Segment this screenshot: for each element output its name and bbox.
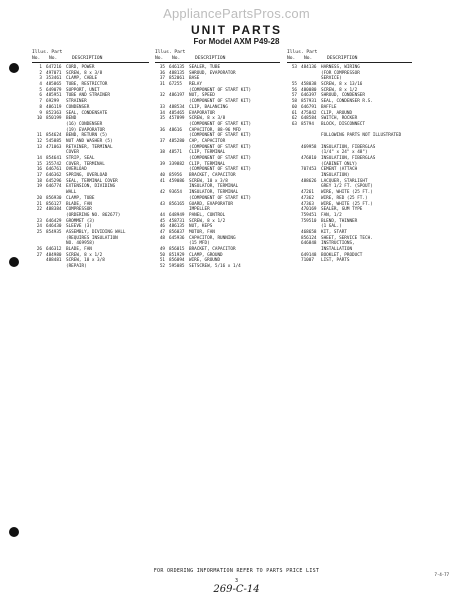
part-number: 646430 xyxy=(46,224,62,230)
part-number: 856165 xyxy=(169,201,185,207)
illus-number: 53 xyxy=(291,65,297,70)
part-description: BLOCK, DISCONNECT xyxy=(321,121,365,127)
part-description: LACQUER, STARLIGHT xyxy=(321,178,368,184)
illus-number: 58 xyxy=(291,99,297,105)
illus-number: 47 xyxy=(159,229,165,235)
illus-number: 38 xyxy=(159,150,165,156)
illus-number: 16 xyxy=(36,167,42,173)
part-number: 47261 xyxy=(301,190,314,196)
part-description: TUBE, RESTRICTOR xyxy=(66,82,108,88)
table-row xyxy=(32,264,149,270)
part-description: (REQUIRES INSULATION xyxy=(66,235,118,241)
illus-number: 31 xyxy=(159,82,165,88)
illus-number: 22 xyxy=(36,207,42,213)
part-description: SPRING, OVERLOAD xyxy=(66,173,108,179)
part-description: STRAINER xyxy=(66,99,87,105)
part-number: 646848 xyxy=(301,241,317,247)
part-description: SEALER, TUBE xyxy=(189,65,221,70)
part-number: 648584 xyxy=(301,116,317,122)
part-number: 85794 xyxy=(301,121,314,127)
part-description: NO. 469958) xyxy=(66,241,95,247)
part-description: CLIP, TERMINAL xyxy=(189,150,226,156)
part-number: 69299 xyxy=(46,99,59,105)
part-number: 48616 xyxy=(169,127,182,133)
part-number: 486135 xyxy=(169,224,185,230)
illus-number: 7 xyxy=(39,99,42,105)
part-description: CLIP, BALANCING xyxy=(189,104,228,110)
part-description: INSULATOR, TERMINAL xyxy=(189,190,239,196)
part-description: CONDENSER xyxy=(66,104,90,110)
part-number: 484136 xyxy=(301,65,317,70)
header-part-no: No. xyxy=(172,56,181,61)
part-description: SUPPORT, UNIT xyxy=(66,87,100,93)
part-number: 759510 xyxy=(301,218,317,224)
header-part-no: No. xyxy=(49,56,58,61)
illus-number: 17 xyxy=(36,173,42,179)
illus-number: 37 xyxy=(159,76,165,82)
part-description: BLADE, FAN xyxy=(66,201,92,207)
part-description: GROMMET (3) xyxy=(66,218,95,224)
illus-number: 3 xyxy=(39,76,42,82)
part-number: 488384 xyxy=(46,207,62,213)
illus-number: 60 xyxy=(291,104,297,110)
parts-rows xyxy=(287,63,412,270)
part-number: 854935 xyxy=(46,229,62,235)
binder-hole-bottom xyxy=(9,527,19,537)
part-description: BASE xyxy=(189,76,200,82)
part-number: 485865 xyxy=(46,82,62,88)
part-number: 488481 xyxy=(46,258,62,264)
header-description: DESCRIPTION xyxy=(327,56,358,61)
part-number: 646362 xyxy=(46,173,62,179)
part-description: (16) CONDENSER xyxy=(66,121,103,127)
part-number: 485280 xyxy=(169,138,185,144)
illus-number: 33 xyxy=(159,104,165,110)
part-description: RETAINER, TERMINAL xyxy=(66,144,113,150)
part-description: (CABINET ONLY) xyxy=(321,161,358,167)
part-description: SEAL, CONDENSATE xyxy=(66,110,108,116)
part-number: 647216 xyxy=(46,65,62,70)
illus-number: 55 xyxy=(291,82,297,88)
part-description: SHEET, SERVICE TECH. xyxy=(321,235,373,241)
part-number: 85956 xyxy=(169,173,182,179)
header-description: DESCRIPTION xyxy=(195,56,226,61)
illus-number: 19 xyxy=(36,184,42,190)
part-number: 649148 xyxy=(301,252,317,258)
part-number: 759451 xyxy=(301,212,317,218)
part-description: STRIP, SEAL xyxy=(66,156,95,161)
parts-column-1 xyxy=(32,50,149,270)
part-number: 595085 xyxy=(169,264,185,270)
part-description: (1 GAL.) xyxy=(321,224,342,230)
part-description: (15 MFD) xyxy=(189,241,210,247)
parts-column-3 xyxy=(287,50,412,270)
illus-number: 49 xyxy=(159,247,165,252)
illus-number: 52 xyxy=(159,264,165,270)
illus-number: 11 xyxy=(36,133,42,139)
part-description: KIT, START xyxy=(321,229,347,235)
illus-number: 27 xyxy=(36,252,42,258)
part-description: CLIP, AROUND xyxy=(321,110,353,116)
part-description: BRACKET, CAPACITOR xyxy=(189,247,236,252)
illus-number: 63 xyxy=(291,121,297,127)
part-number: 458038 xyxy=(301,82,317,88)
part-number: 856094 xyxy=(169,258,185,264)
part-number: 488534 xyxy=(169,104,185,110)
illus-number: 56 xyxy=(291,87,297,93)
part-number: 648949 xyxy=(169,212,185,218)
part-description: CEMENT (ATTACH xyxy=(321,167,358,173)
illus-number: 4 xyxy=(39,82,42,88)
part-number: 471063 xyxy=(46,144,62,150)
column-header xyxy=(155,50,280,63)
table-row xyxy=(287,264,412,270)
part-description: BEND xyxy=(66,116,77,122)
part-number: 646761 xyxy=(46,167,62,173)
part-description: SCREW, 8 x 13/16 xyxy=(321,82,363,88)
part-number: 469958 xyxy=(301,144,317,150)
part-number: 486197 xyxy=(169,93,185,99)
part-description: CLAMP, GROUND xyxy=(189,252,223,258)
part-description: WIRE, WHITE (25 FT.) xyxy=(321,190,373,196)
watermark: AppliancePartsPros.com xyxy=(163,6,310,21)
part-description: (COMPONENT OF START KIT) xyxy=(189,99,252,105)
part-description: CAPACITOR, 88-96 MFD xyxy=(189,127,241,133)
part-description: SCREW, 10 x 3/8 xyxy=(189,178,228,184)
part-number: 857931 xyxy=(301,99,317,105)
part-description: (REPAIR) xyxy=(66,264,87,270)
illus-number: 6 xyxy=(39,93,42,99)
part-number: 67255 xyxy=(169,82,182,88)
illus-number: 42 xyxy=(159,190,165,196)
part-number: 485465 xyxy=(169,110,185,116)
binder-hole-top xyxy=(9,63,19,73)
part-description: COMPRESSOR xyxy=(66,207,92,213)
part-description: SCREW, 8 x 3/8 xyxy=(189,116,226,122)
part-number: 488135 xyxy=(169,70,185,76)
illus-number: 2 xyxy=(39,70,42,76)
parts-rows xyxy=(32,63,149,270)
part-description: IMPELLER xyxy=(189,207,210,213)
part-number: 852363 xyxy=(46,110,62,116)
part-description: (COMPONENT OF START KIT) xyxy=(189,156,252,161)
part-description: WIRE, WHITE (25 FT.) xyxy=(321,201,373,207)
part-number: 339882 xyxy=(169,161,185,167)
part-number: 353461 xyxy=(46,76,62,82)
part-description: CLIP, TERMINAL xyxy=(189,161,226,167)
part-number: 646135 xyxy=(169,65,185,70)
part-number: 93654 xyxy=(169,190,182,196)
part-number: 856127 xyxy=(46,201,62,207)
part-description: SCREW, 10 x 3/8 xyxy=(66,258,105,264)
illus-number: 34 xyxy=(159,110,165,116)
part-description: COVER xyxy=(66,150,79,156)
corner-mark: 7-4-77 xyxy=(434,572,449,577)
part-description: FOLLOWING PARTS NOT ILLUSTRATED xyxy=(321,133,402,139)
part-number: 470169 xyxy=(301,207,317,213)
part-description: NUT, KEPS xyxy=(189,224,213,230)
part-number: 850199 xyxy=(46,116,62,122)
part-description: (COMPONENT OF START KIT) xyxy=(189,167,252,173)
part-description: SCREW, 8 x 1/2 xyxy=(189,218,226,224)
part-description: SETSCREW, 5/16 x 1/4 xyxy=(189,264,241,270)
illus-number: 45 xyxy=(159,218,165,224)
illus-number: 51 xyxy=(159,258,165,264)
part-description: SEALER, GUM TYPE xyxy=(321,207,363,213)
part-description: CORD, POWER xyxy=(66,65,95,70)
part-description: CAP, CAPACITOR xyxy=(189,138,226,144)
page-code: 269-C-14 xyxy=(213,584,260,595)
part-description: NUT AND WASHER (5) xyxy=(66,138,113,144)
part-number: 457899 xyxy=(169,116,185,122)
part-description: INSTALLATION xyxy=(321,247,353,252)
part-description: SERVICE) xyxy=(321,76,342,82)
part-description: BEND, RETURN (5) xyxy=(66,133,108,139)
illus-number: 1 xyxy=(39,65,42,70)
illus-number: 20 xyxy=(36,195,42,201)
part-number: 497071 xyxy=(46,70,62,76)
illus-number: 37 xyxy=(159,138,165,144)
part-description: OVERLOAD xyxy=(66,167,87,173)
part-description: BRACKET, CAPACITOR xyxy=(189,173,236,179)
part-description: SLEEVE (3) xyxy=(66,224,92,230)
header-no: No. xyxy=(32,56,41,61)
part-description: RELAY xyxy=(189,82,202,88)
part-description: MOTOR, FAN xyxy=(189,229,215,235)
illus-number: 13 xyxy=(36,144,42,150)
illus-number: 32 xyxy=(159,93,165,99)
part-description: (1/4" x 24" x 48") xyxy=(321,150,368,156)
part-description: SCREW, 8 x 1/2 xyxy=(321,87,358,93)
part-number: 707453 xyxy=(301,167,317,173)
illus-number: 25 xyxy=(36,229,42,235)
part-number: 852061 xyxy=(169,76,185,82)
header-part-no: No. xyxy=(304,56,313,61)
part-description: LIST, PARTS xyxy=(321,258,350,264)
part-number: 856037 xyxy=(169,229,185,235)
illus-number: 41 xyxy=(159,178,165,184)
part-description: (COMPONENT OF START KIT) xyxy=(189,121,252,127)
illus-number: 62 xyxy=(291,116,297,122)
page-subtitle: For Model AXM P49-28 xyxy=(193,37,280,46)
part-number: 486119 xyxy=(46,104,62,110)
part-description: CAPACITOR, RUNNING xyxy=(189,235,236,241)
header-illus-part: Illus. Part xyxy=(155,50,186,55)
header-description: DESCRIPTION xyxy=(72,56,103,61)
header-illus-part: Illus. Part xyxy=(32,50,63,55)
illus-number: 23 xyxy=(36,218,42,224)
header-illus-part: Illus. Part xyxy=(287,50,318,55)
part-description: SCREW, 8 x 1/2 xyxy=(66,252,103,258)
part-description: WALL xyxy=(66,190,77,196)
part-description: CLAMP, CABLE xyxy=(66,76,98,82)
illus-number: 9 xyxy=(39,110,42,116)
part-number: 476810 xyxy=(301,156,317,161)
illus-number: 26 xyxy=(36,247,42,252)
part-description: GREY 1/2 FT. (SPOUT) xyxy=(321,184,373,190)
footer-note: FOR ORDERING INFORMATION REFER TO PARTS PRICE LIST xyxy=(153,568,320,574)
part-description: EVAPORATOR xyxy=(189,110,215,116)
part-description: BLEND, THINNER xyxy=(321,218,358,224)
part-number: 856015 xyxy=(169,247,185,252)
part-description: (FOR COMPRESSOR xyxy=(321,70,360,76)
part-description: EXTENSION, DIVIDING xyxy=(66,184,116,190)
part-number: 480080 xyxy=(301,87,317,93)
illus-number: 15 xyxy=(36,161,42,167)
part-description: WIRE, GROUND xyxy=(189,258,221,264)
part-description: SHROUD, CONDENSER xyxy=(321,93,365,99)
page-title: UNIT PARTS xyxy=(190,23,283,37)
part-number: 459086 xyxy=(169,178,185,184)
part-number: 47363 xyxy=(301,201,314,207)
part-description: NUT, SPEED xyxy=(189,93,215,99)
part-description: (COMPONENT OF START KIT) xyxy=(189,133,252,139)
part-number: 47362 xyxy=(301,195,314,201)
parts-rows xyxy=(155,63,280,270)
part-description: WIRE, RED (25 FT.) xyxy=(321,195,368,201)
illus-number: 40 xyxy=(159,173,165,179)
part-description: (19) EVAPORATOR xyxy=(66,127,105,133)
illus-number: 50 xyxy=(159,252,165,258)
part-number: 649079 xyxy=(46,87,62,93)
part-description: SHROUD, EVAPORATOR xyxy=(189,70,236,76)
illus-number: 57 xyxy=(291,93,297,99)
illus-number: 10 xyxy=(36,116,42,122)
table-row xyxy=(155,264,280,270)
part-description: (COMPONENT OF START KIT) xyxy=(189,87,252,93)
illus-number: 39 xyxy=(159,161,165,167)
part-description: HARNESS, WIRING xyxy=(321,65,360,70)
part-number: 48571 xyxy=(169,150,182,156)
part-number: 488626 xyxy=(301,178,317,184)
illus-number: 5 xyxy=(39,87,42,93)
part-description: INSULATION, FIBERGLAS xyxy=(321,156,376,161)
column-header xyxy=(287,50,412,63)
illus-number: 21 xyxy=(36,201,42,207)
part-number: 856124 xyxy=(301,235,317,241)
part-description: SWITCH, ROCKER xyxy=(321,116,358,122)
illus-number: 36 xyxy=(159,70,165,76)
part-description: CLAMP, TUBE xyxy=(66,195,95,201)
part-number: 71007 xyxy=(301,258,314,264)
part-number: 485951 xyxy=(46,93,62,99)
part-description: GUARD, EVAPORATOR xyxy=(189,201,233,207)
part-number: 646397 xyxy=(301,93,317,99)
part-number: 646429 xyxy=(46,218,62,224)
header-no: No. xyxy=(287,56,296,61)
part-description: (COMPONENT OF START KIT) xyxy=(189,195,252,201)
illus-number: 35 xyxy=(159,116,165,122)
illus-number: 14 xyxy=(36,156,42,161)
part-number: 468658 xyxy=(301,229,317,235)
part-description: (ORDERING NO. 862677) xyxy=(66,212,121,218)
part-description: FAN, 1/2 xyxy=(321,212,342,218)
part-number: 645296 xyxy=(46,178,62,184)
illus-number: 35 xyxy=(159,65,165,70)
part-number: 545885 xyxy=(46,138,62,144)
part-description: INSULATION) xyxy=(321,173,350,179)
binder-hole-middle xyxy=(9,257,19,267)
part-description: INSTRUCTIONS, xyxy=(321,241,355,247)
part-number: 484980 xyxy=(46,252,62,258)
part-number: 646791 xyxy=(301,104,317,110)
part-description: COVER, TERMINAL xyxy=(66,161,105,167)
parts-column-2 xyxy=(155,50,280,270)
illus-number: 12 xyxy=(36,138,42,144)
part-description: SCREW, 8 x 3/8 xyxy=(66,70,103,76)
part-number: 645936 xyxy=(169,235,185,241)
part-description: BLADE, FAN xyxy=(66,247,92,252)
illus-number: 46 xyxy=(159,224,165,230)
illus-number: 24 xyxy=(36,224,42,230)
part-description: TUBE AND STRAINER xyxy=(66,93,110,99)
part-number: 854641 xyxy=(46,156,62,161)
part-number: 854624 xyxy=(46,133,62,139)
illus-number: 48 xyxy=(159,235,165,241)
part-description: SEAL, CONDENSER R.S. xyxy=(321,99,373,105)
part-number: 355742 xyxy=(46,161,62,167)
part-number: 646312 xyxy=(46,247,62,252)
part-description: BAFFLE xyxy=(321,104,337,110)
part-description: BOOKLET, PRODUCT xyxy=(321,252,363,258)
illus-number: 44 xyxy=(159,212,165,218)
part-description: SEAL, TERMINAL COVER xyxy=(66,178,118,184)
part-description: PANEL, CONTROL xyxy=(189,212,226,218)
illus-number: 61 xyxy=(291,110,297,116)
header-no: No. xyxy=(155,56,164,61)
illus-number: 36 xyxy=(159,127,165,133)
part-number: 646774 xyxy=(46,184,62,190)
column-header xyxy=(32,50,149,63)
illus-number: 8 xyxy=(39,104,42,110)
part-number: 851929 xyxy=(169,252,185,258)
part-number: 475842 xyxy=(301,110,317,116)
illus-number: 18 xyxy=(36,178,42,184)
part-number: 856930 xyxy=(46,195,62,201)
part-description: INSULATION, FIBERGLAS xyxy=(321,144,376,150)
page-number: 3 xyxy=(234,578,238,584)
part-description: INSULATOR, TERMINAL xyxy=(189,184,239,190)
part-description: (COMPONENT OF START KIT) xyxy=(189,144,252,150)
part-number: 458731 xyxy=(169,218,185,224)
illus-number: 43 xyxy=(159,201,165,207)
part-description: ASSEMBLY, DIVIDING WALL xyxy=(66,229,126,235)
